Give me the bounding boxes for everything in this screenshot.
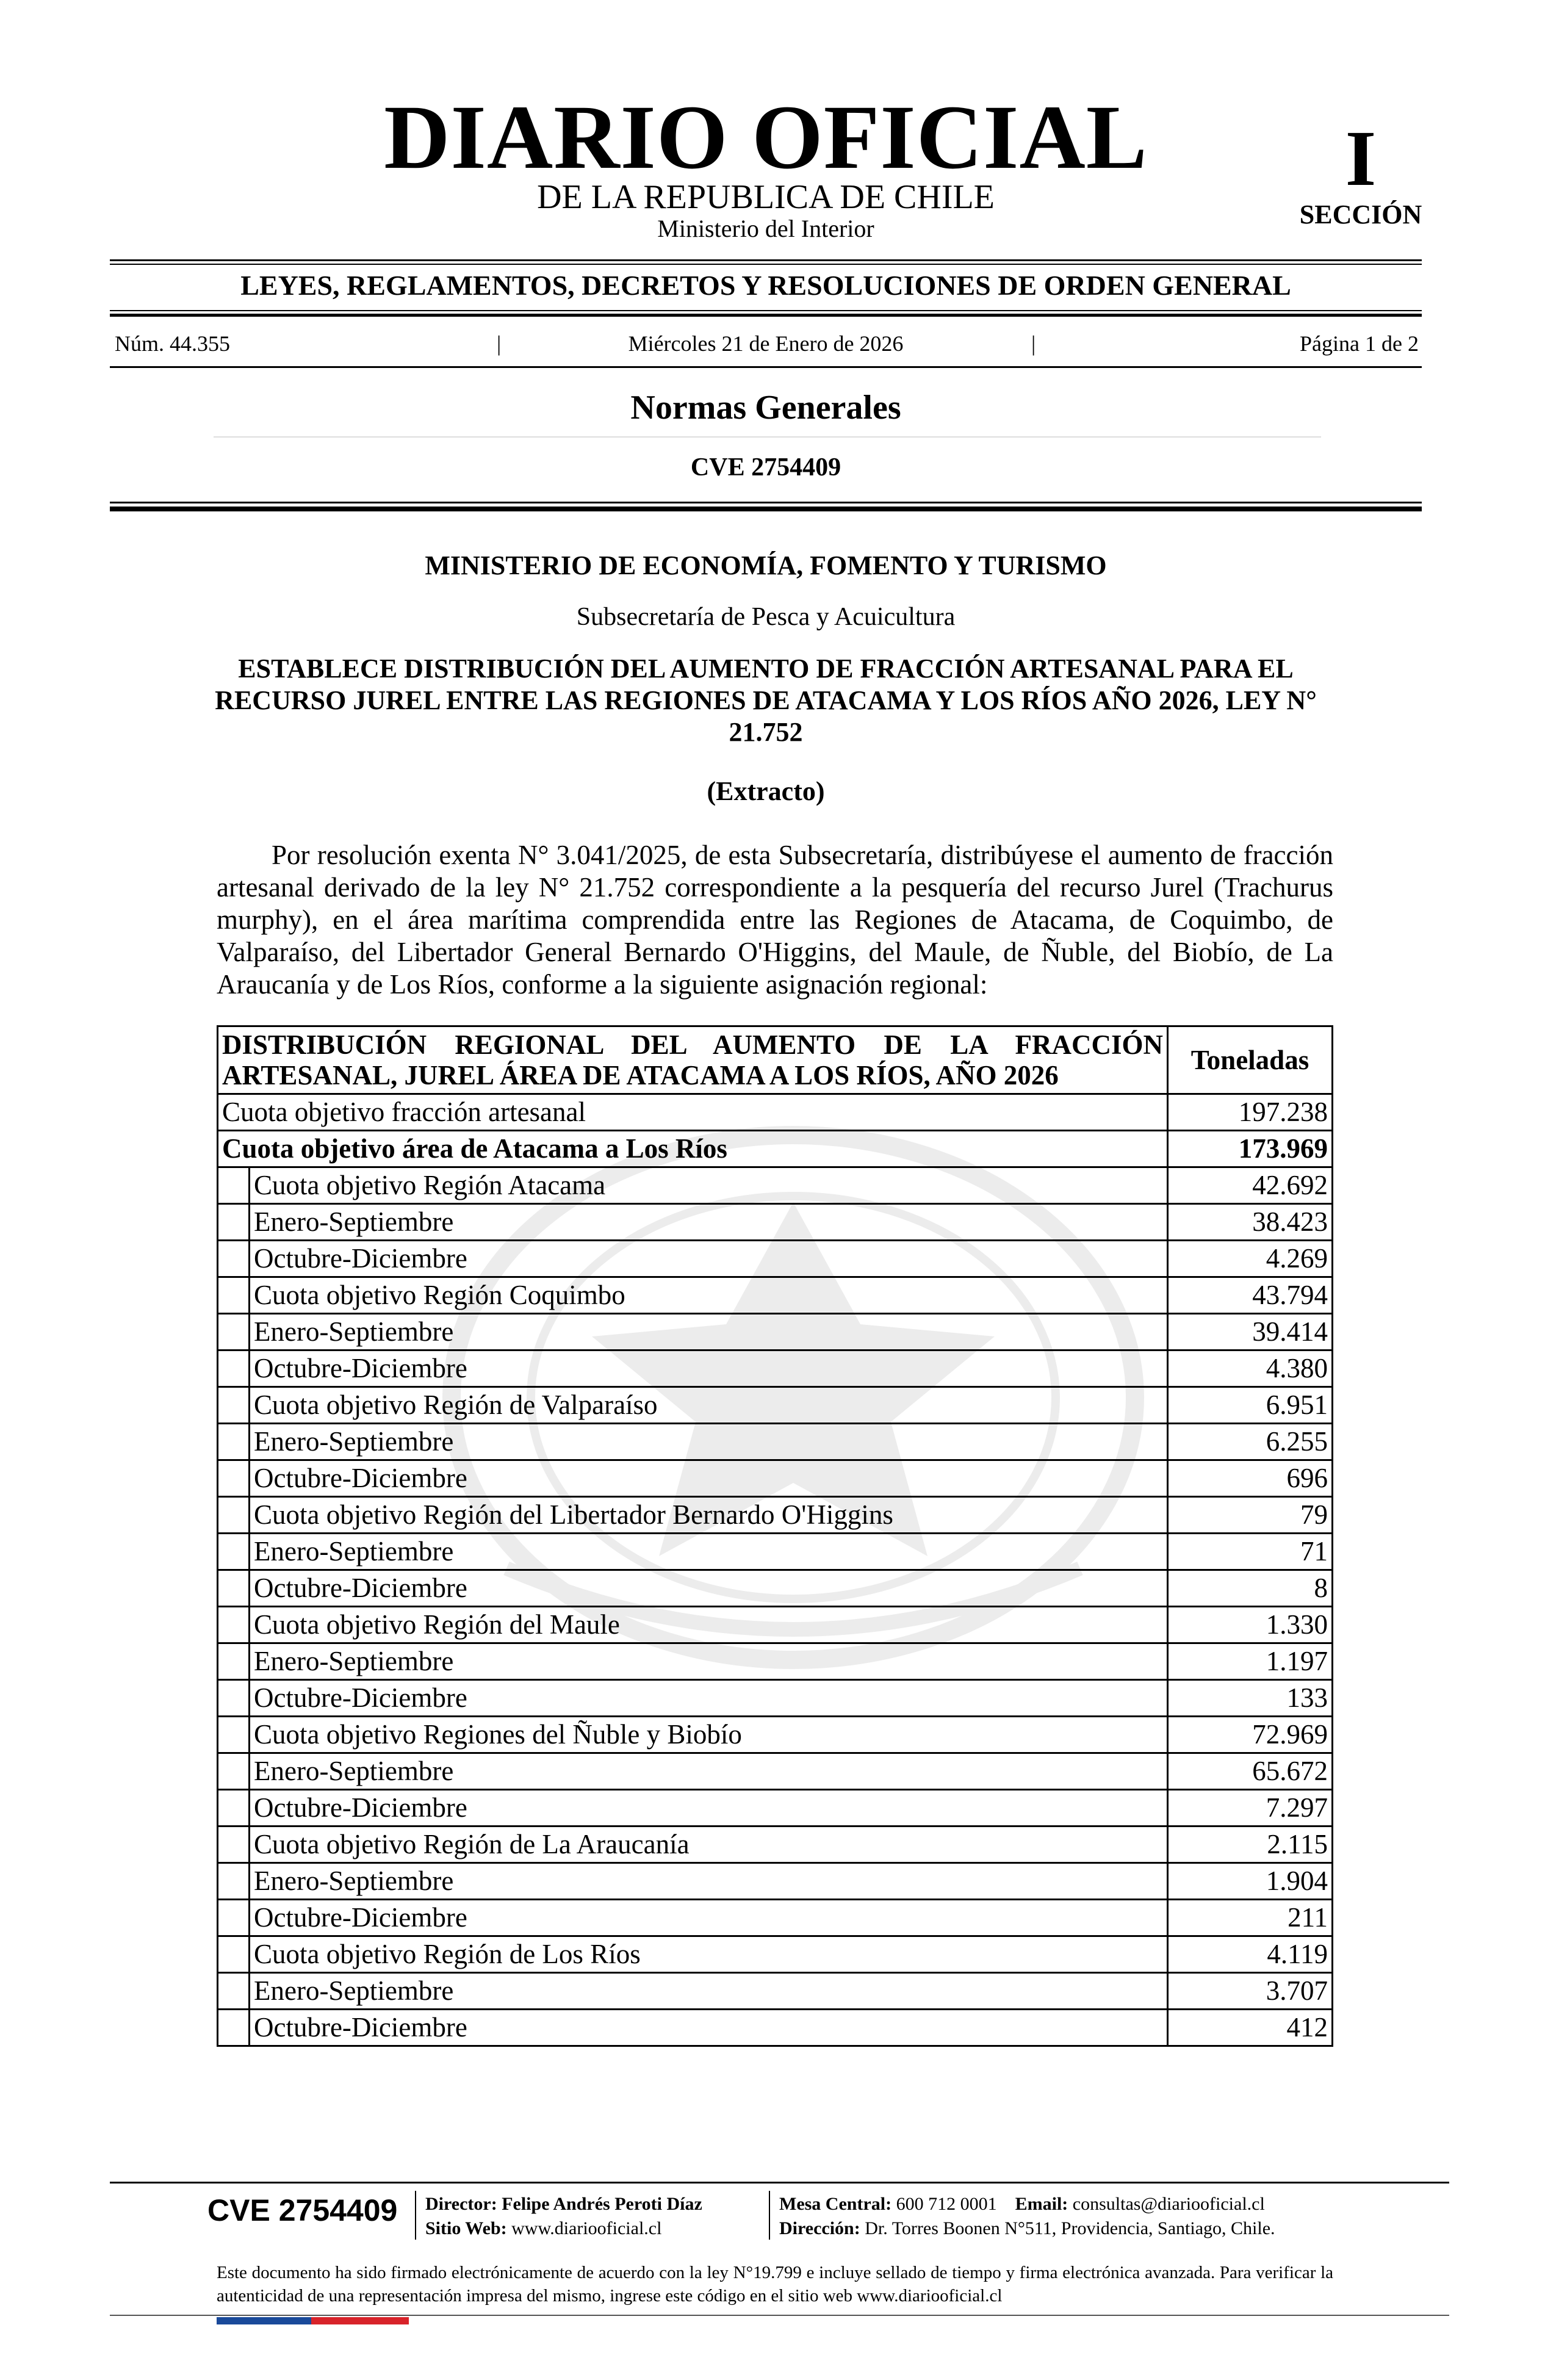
category-heading: LEYES, REGLAMENTOS, DECRETOS Y RESOLUCIONES DE ORDEN GENERAL [240,270,1291,301]
row-indent-cell [218,1460,250,1497]
table-row [218,1241,1333,1277]
row-value: 71 [1168,1534,1333,1570]
table-row [218,1460,1333,1497]
row-label: Cuota objetivo Regiones del Ñuble y Biobío [250,1717,1168,1753]
row-value: 133 [1168,1680,1333,1717]
row-indent-cell [218,1167,250,1204]
email-label: Email: [1015,2194,1068,2214]
table-row [218,1497,1333,1534]
row-indent-cell [218,1204,250,1241]
table-row [218,1570,1333,1607]
mesa-phone: 600 712 0001 [896,2194,997,2214]
address-label: Dirección: [779,2218,860,2238]
address-text: Dr. Torres Boonen N°511, Providencia, Santiago, Chile. [865,2218,1275,2238]
footer-separator-2 [769,2191,770,2240]
footer-cve: CVE 2754409 [207,2193,398,2227]
table-row [218,1607,1333,1643]
table-row [218,1350,1333,1387]
mesa-label: Mesa Central: [779,2194,892,2214]
section-label: SECCIÓN [1299,200,1422,229]
row-label: Cuota objetivo Región del Libertador Bernardo O'Higgins [250,1497,1168,1534]
row-label: Octubre-Diciembre [250,1570,1168,1607]
table-row [218,1863,1333,1900]
row-label: Enero-Septiembre [250,1863,1168,1900]
row-label: Octubre-Diciembre [250,2010,1168,2046]
web-link[interactable]: www.diariooficial.cl [511,2218,662,2238]
cve-rule-thin [110,502,1422,503]
row-indent-cell [218,1277,250,1314]
row-label: Octubre-Diciembre [250,1241,1168,1277]
row-value: 4.380 [1168,1350,1333,1387]
table-row [218,1753,1333,1790]
row-value: 4.119 [1168,1936,1333,1973]
row-value: 79 [1168,1497,1333,1534]
row-value: 173.969 [1168,1131,1333,1167]
table-row [218,2010,1333,2046]
newspaper-title: DIARIO OFICIAL [384,87,1148,188]
row-value: 39.414 [1168,1314,1333,1350]
document-title: ESTABLECE DISTRIBUCIÓN DEL AUMENTO DE FRACCIÓN ARTESANAL PARA EL RECURSO JUREL ENTRE LAS REGIONES DE ATACAMA Y LOS RÍOS AÑO 2026, LEY N° 21.752 [215,654,1317,747]
table-row-total-artesanal [218,1094,1333,1131]
footer-contact-block [779,2192,1275,2241]
director-label: Director: [425,2194,497,2214]
table-row [218,1973,1333,2010]
row-label: Enero-Septiembre [250,1204,1168,1241]
row-label: Cuota objetivo área de Atacama a Los Ríos [218,1131,1168,1167]
table-row [218,1790,1333,1826]
newspaper-subtitle: DE LA REPUBLICA DE CHILE [537,178,995,216]
row-value: 38.423 [1168,1204,1333,1241]
table-row [218,1204,1333,1241]
row-value: 211 [1168,1900,1333,1936]
row-value: 72.969 [1168,1717,1333,1753]
table-row [218,1680,1333,1717]
row-value: 2.115 [1168,1826,1333,1863]
row-value: 42.692 [1168,1167,1333,1204]
section-underline [214,436,1321,438]
table-row [218,1424,1333,1460]
extract-label: (Extracto) [707,776,825,806]
row-indent-cell [218,1863,250,1900]
issue-separator: | [497,331,502,356]
row-indent-cell [218,1643,250,1680]
table-row [218,1643,1333,1680]
email-link[interactable]: consultas@diariooficial.cl [1072,2194,1265,2214]
cve-rule [110,507,1422,511]
row-value: 696 [1168,1460,1333,1497]
row-value: 65.672 [1168,1753,1333,1790]
row-indent-cell [218,1973,250,2010]
tonnes-column-header: Toneladas [1168,1026,1333,1094]
row-value: 1.904 [1168,1863,1333,1900]
info-rule [110,366,1422,368]
row-label: Enero-Septiembre [250,1973,1168,2010]
row-indent-cell [218,1387,250,1424]
table-row-total-area [218,1131,1333,1167]
row-value: 43.794 [1168,1277,1333,1314]
row-indent-cell [218,1241,250,1277]
row-value: 3.707 [1168,1973,1333,2010]
flag-stripe-red [311,2317,409,2324]
row-indent-cell [218,1826,250,1863]
row-value: 197.238 [1168,1094,1333,1131]
row-indent-cell [218,1790,250,1826]
signature-note: Este documento ha sido firmado electrónicamente de acuerdo con la ley N°19.799 e incluye sellado de tiempo y firma electrónica avanzada. Para verificar la autenticidad de una representación impresa del mismo, ingrese este código en el sitio web www.diariooficial.cl [217,2263,1333,2306]
footer-director-block [425,2192,702,2241]
ministry-line: Ministerio del Interior [657,215,874,242]
row-value: 412 [1168,2010,1333,2046]
row-indent-cell [218,1424,250,1460]
row-indent-cell [218,1350,250,1387]
row-indent-cell [218,1753,250,1790]
flag-stripe-blue [217,2317,311,2324]
table-header-row [218,1026,1333,1094]
row-indent-cell [218,1936,250,1973]
document-paragraph: Por resolución exenta N° 3.041/2025, de esta Subsecretaría, distribúyese el aumento de fracción artesanal derivado de la ley N° 21.752 correspondiente a la pesquería del recurso Jurel (Trachurus murphy), en el área marítima comprendida entre las Regiones de Atacama, de Coquimbo, de Valparaíso, del Libertador General Bernardo O'Higgins, del Maule, de Ñuble, del Biobío, de La Araucanía y de Los Ríos, conforme a la siguiente asignación regional: [217,840,1333,1000]
row-label: Enero-Septiembre [250,1424,1168,1460]
footer-separator [415,2191,416,2240]
section-heading: Normas Generales [630,389,901,427]
table-row [218,1314,1333,1350]
page-indicator: Página 1 de 2 [1300,331,1419,356]
document-subsecretaria: Subsecretaría de Pesca y Acuicultura [576,603,956,631]
row-indent-cell [218,1900,250,1936]
row-label: Cuota objetivo Región de La Araucanía [250,1826,1168,1863]
row-value: 7.297 [1168,1790,1333,1826]
row-value: 6.951 [1168,1387,1333,1424]
row-label: Enero-Septiembre [250,1314,1168,1350]
distribution-table [217,1025,1333,2047]
category-rule-thin [110,310,1422,311]
row-indent-cell [218,1607,250,1643]
row-label: Cuota objetivo Región de Los Ríos [250,1936,1168,1973]
section-number: I [1345,115,1377,203]
row-label: Enero-Septiembre [250,1534,1168,1570]
row-indent-cell [218,1497,250,1534]
issue-separator-2: | [1031,331,1036,356]
row-label: Octubre-Diciembre [250,1790,1168,1826]
cve-code: CVE 2754409 [690,453,841,481]
row-value: 1.330 [1168,1607,1333,1643]
director-name: Felipe Andrés Peroti Díaz [502,2194,702,2214]
row-label: Octubre-Diciembre [250,1680,1168,1717]
table-title: DISTRIBUCIÓN REGIONAL DEL AUMENTO DE LA FRACCIÓN ARTESANAL, JUREL ÁREA DE ATACAMA A LOS RÍOS, AÑO 2026 [218,1026,1168,1094]
table-row [218,1167,1333,1204]
row-label: Octubre-Diciembre [250,1460,1168,1497]
row-label: Cuota objetivo Región Atacama [250,1167,1168,1204]
row-label: Octubre-Diciembre [250,1900,1168,1936]
table-row [218,1826,1333,1863]
row-value: 8 [1168,1570,1333,1607]
row-value: 1.197 [1168,1643,1333,1680]
footer-rule-bottom [110,2315,1449,2316]
row-indent-cell [218,1534,250,1570]
issue-date: Miércoles 21 de Enero de 2026 [628,331,904,356]
row-label: Cuota objetivo fracción artesanal [218,1094,1168,1131]
table-row [218,1387,1333,1424]
table-row [218,1936,1333,1973]
row-indent-cell [218,1570,250,1607]
table-row [218,1534,1333,1570]
row-label: Enero-Septiembre [250,1753,1168,1790]
masthead-rule-top [110,259,1422,261]
footer-rule [110,2182,1449,2183]
row-indent-cell [218,1314,250,1350]
row-label: Cuota objetivo Región de Valparaíso [250,1387,1168,1424]
masthead-rule-top-thin [110,264,1422,265]
row-label: Cuota objetivo Región del Maule [250,1607,1168,1643]
row-label: Octubre-Diciembre [250,1350,1168,1387]
category-rule [110,314,1422,317]
row-value: 6.255 [1168,1424,1333,1460]
document-ministry: MINISTERIO DE ECONOMÍA, FOMENTO Y TURISMO [425,550,1107,580]
web-label: Sitio Web: [425,2218,507,2238]
table-row [218,1277,1333,1314]
row-indent-cell [218,2010,250,2046]
row-indent-cell [218,1717,250,1753]
table-row [218,1717,1333,1753]
table-row [218,1900,1333,1936]
row-label: Cuota objetivo Región Coquimbo [250,1277,1168,1314]
row-label: Enero-Septiembre [250,1643,1168,1680]
issue-number: Núm. 44.355 [115,331,230,356]
row-indent-cell [218,1680,250,1717]
row-value: 4.269 [1168,1241,1333,1277]
